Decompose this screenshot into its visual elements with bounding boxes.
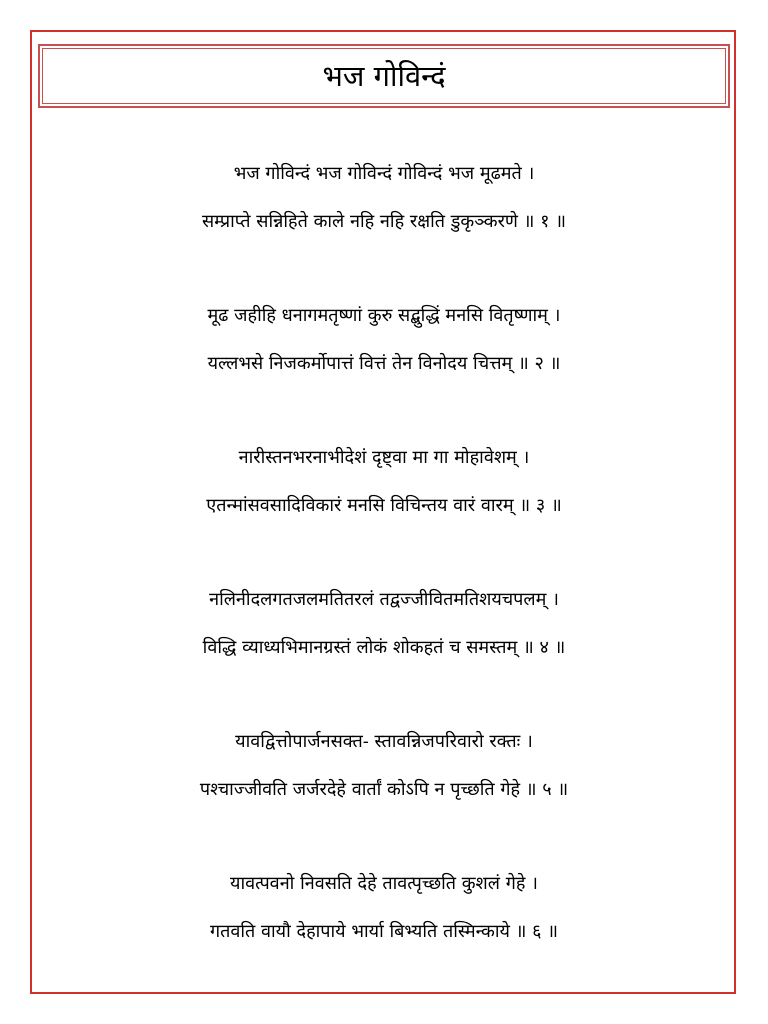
verse-5 [38,718,730,860]
verse-1 [38,150,730,292]
verse-4 [38,576,730,718]
verse-4-line-1: नलिनीदलगतजलमतितरलं तद्वज्जीवितमतिशयचपलम् । [209,589,559,610]
verse-2-line-1: मूढ जहीहि धनागमतृष्णां कुरु सद्बुद्धिं मनसि वितृष्णाम् । [207,305,561,326]
verse-3 [38,434,730,576]
verse-3-line-1: नारीस्तनभरनाभीदेशं दृष्ट्वा मा गा मोहावेशम् । [238,447,530,468]
verse-list [38,150,730,1002]
page-title: भज गोविन्दं [322,58,446,93]
verse-3-line-2: एतन्मांसवसादिविकारं मनसि विचिन्तय वारं वारम् ॥ ३ ॥ [206,495,562,516]
verse-1-line-1: भज गोविन्दं भज गोविन्दं गोविन्दं भज मूढमते । [233,163,535,184]
verse-6 [38,860,730,1002]
verse-5-line-2: पश्चाज्जीवति जर्जरदेहे वार्तां कोऽपि न पृच्छति गेहे ॥ ५ ॥ [199,779,569,800]
verse-6-line-1: यावत्पवनो निवसति देहे तावत्पृच्छति कुशलं गेहे । [230,873,538,894]
verse-6-line-2: गतवति वायौ देहापाये भार्या बिभ्यति तस्मिन्काये ॥ ६ ॥ [209,921,559,942]
verse-2-line-2: यल्लभसे निजकर्मोपात्तं वित्तं तेन विनोदय चित्तम् ॥ २ ॥ [207,353,561,374]
title-box [38,44,730,108]
verse-2 [38,292,730,434]
verse-1-line-2: सम्प्राप्ते सन्निहिते काले नहि नहि रक्षति डुकृञ्करणे ॥ १ ॥ [201,211,567,232]
verse-4-line-2: विद्धि व्याध्यभिमानग्रस्तं लोकं शोकहतं च समस्तम् ॥ ४ ॥ [202,637,566,658]
verse-5-line-1: यावद्वित्तोपार्जनसक्त- स्तावन्निजपरिवारो रक्तः । [235,731,533,752]
